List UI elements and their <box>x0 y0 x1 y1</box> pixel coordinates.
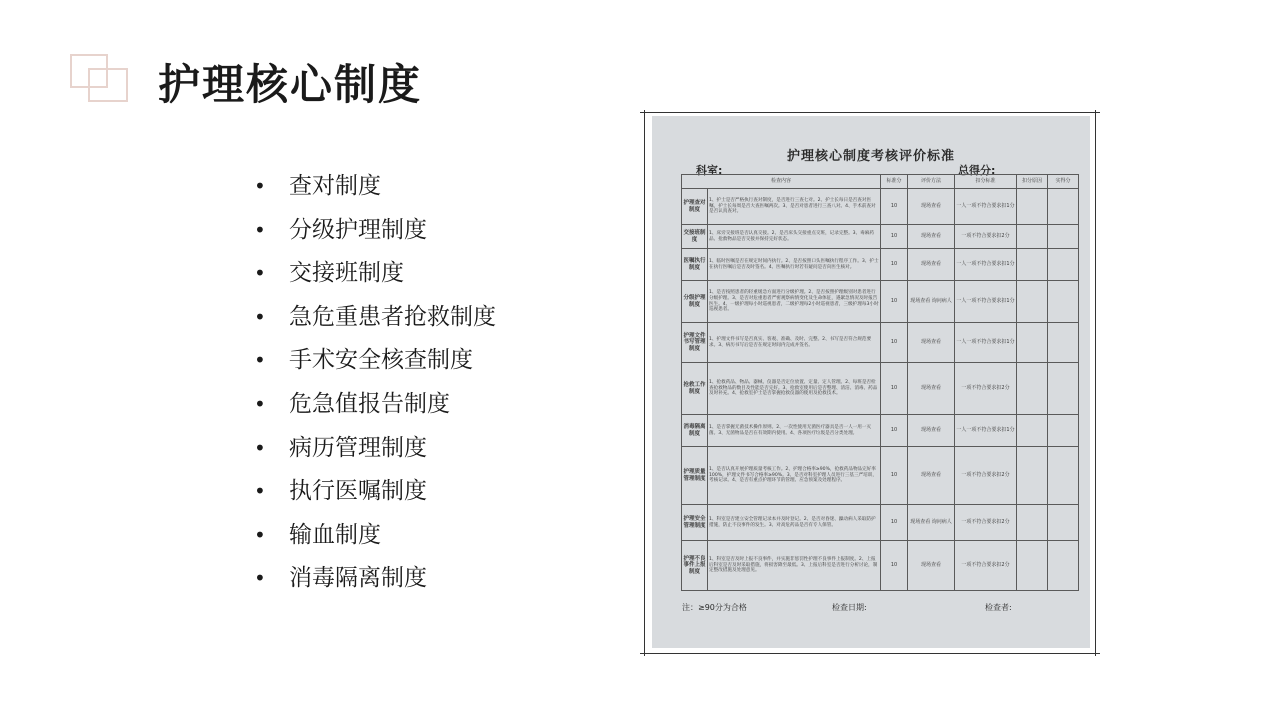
list-item <box>252 253 496 297</box>
row-content: 1、科室是否建立安全管理记录本并及时登记。2、是否对昏迷、躁动病人采取防护措施，防止不良事件的发生。3、对高危药品是否有专人保管。 <box>708 505 881 541</box>
slide-title: 护理核心制度 <box>158 60 423 109</box>
row-score: 10 <box>881 505 908 541</box>
row-deduct-standard: 一人一项不符合要求扣1分 <box>955 323 1017 363</box>
row-score: 10 <box>881 447 908 505</box>
row-content: 1、是否认真开展护理质量考核工作。2、护理合格率≥90%，抢救药品物品完好率100%，护理文件书写合格率≥90%。3、是否对科室护理人员进行三基三严培训，考核记录。4、是否有重点护理环节的管理、应急预案及处理程序。 <box>708 447 881 505</box>
list-item <box>252 384 496 428</box>
row-actual-score <box>1048 189 1079 225</box>
row-content: 1、是否掌握无菌技术操作原则。2、一次性使用无菌医疗器具是否一人一用一灭菌。3、无菌物品是否在有效期内使用。4、各项医疗垃圾是否分类处理。 <box>708 415 881 447</box>
row-deduct-standard: 一项不符合要求扣2分 <box>955 363 1017 415</box>
bullet-icon: • <box>254 217 266 242</box>
list-item-label: 查对制度 <box>289 173 381 199</box>
row-method: 现场查看 询问病人 <box>908 281 955 323</box>
row-deduct-standard: 一人一项不符合要求扣1分 <box>955 189 1017 225</box>
row-method: 现场查看 <box>908 249 955 281</box>
table-row <box>682 281 1079 323</box>
bullet-icon: • <box>254 348 266 373</box>
row-category: 消毒隔离制度 <box>682 415 708 447</box>
table-row <box>682 225 1079 249</box>
row-deduct-reason <box>1017 281 1048 323</box>
row-deduct-standard: 一项不符合要求扣2分 <box>955 505 1017 541</box>
table-row <box>682 189 1079 225</box>
list-item <box>252 210 496 254</box>
row-method: 现场查看 <box>908 447 955 505</box>
row-category: 分级护理制度 <box>682 281 708 323</box>
list-item-label: 执行医嘱制度 <box>289 478 427 505</box>
row-deduct-standard: 一项不符合要求扣2分 <box>955 225 1017 249</box>
row-category: 护理文件书写管理制度 <box>682 323 708 363</box>
bullet-icon: • <box>254 479 266 504</box>
row-content: 1、护士是否严格执行查对制度，是否进行三查七对。2、护士长每日是否查对医嘱，护士长每周是否大查医嘱两次。3、是否对患者进行三查八对。4、手术前查对是否认真查对。 <box>708 189 881 225</box>
row-score: 10 <box>881 541 908 591</box>
row-actual-score <box>1048 249 1079 281</box>
row-deduct-reason <box>1017 323 1048 363</box>
list-item-label: 消毒隔离制度 <box>289 565 427 592</box>
row-actual-score <box>1048 281 1079 323</box>
table-row <box>682 415 1079 447</box>
title-decoration-icon <box>68 52 132 104</box>
decoration-square-front <box>88 68 128 102</box>
table-row <box>682 323 1079 363</box>
table-row <box>682 363 1079 415</box>
table-row <box>682 249 1079 281</box>
row-category: 护理质量管理制度 <box>682 447 708 505</box>
form-score-label: 总得分: <box>958 164 996 177</box>
bullet-icon: • <box>254 435 266 460</box>
row-method: 现场查看 <box>908 189 955 225</box>
row-actual-score <box>1048 415 1079 447</box>
form-note: 注：≥90分为合格 <box>682 603 747 612</box>
row-method: 现场查看 <box>908 415 955 447</box>
list-item <box>252 515 496 559</box>
list-item-label: 病历管理制度 <box>289 434 427 461</box>
row-deduct-reason <box>1017 415 1048 447</box>
header-actual-score: 实得分 <box>1048 175 1079 189</box>
row-category: 交接班制度 <box>682 225 708 249</box>
list-item-label: 手术安全核查制度 <box>289 347 473 374</box>
list-item <box>252 428 496 472</box>
row-deduct-reason <box>1017 189 1048 225</box>
list-item <box>252 166 496 210</box>
row-actual-score <box>1048 505 1079 541</box>
row-deduct-reason <box>1017 447 1048 505</box>
bullet-icon: • <box>254 566 266 591</box>
row-deduct-reason <box>1017 541 1048 591</box>
row-score: 10 <box>881 281 908 323</box>
system-list <box>252 166 496 602</box>
row-deduct-reason <box>1017 363 1048 415</box>
header-method: 评价方法 <box>908 175 955 189</box>
header-deduct-reason: 扣分原因 <box>1017 175 1048 189</box>
row-method: 现场查看 <box>908 225 955 249</box>
form-check-date: 检查日期: <box>832 603 867 612</box>
row-deduct-standard: 一项不符合要求扣2分 <box>955 447 1017 505</box>
row-content: 1、科室是否及时上报不良事件，并实施非惩罚性护理不良事件上报制度。2、上报后科室是否及时采取措施，将损害降至最低。3、上报后科室是否进行分析讨论，制定整改措施及处理意见。 <box>708 541 881 591</box>
row-category: 护理不良事件上报制度 <box>682 541 708 591</box>
row-score: 10 <box>881 225 908 249</box>
row-content: 1、是否按照患者的轻重缓急方面进行分级护理。2、是否按照护理级别对患者进行分级护理。3、是否对危重患者严密观察病情变化及生命体征，遇紧急情况及时报告医生。4、一级护理每小时巡视患者，二级护理每2小时巡视患者，三级护理每3小时巡视患者。 <box>708 281 881 323</box>
list-item-label: 输血制度 <box>289 521 381 548</box>
form-dept-label: 科室: <box>696 164 723 177</box>
row-actual-score <box>1048 225 1079 249</box>
row-actual-score <box>1048 541 1079 591</box>
header-content: 检查内容 <box>682 175 881 189</box>
row-category: 抢救工作制度 <box>682 363 708 415</box>
row-category: 护理安全管理制度 <box>682 505 708 541</box>
row-content: 1、床旁交接班是否认真交接。2、是否床头交接重点交班，记录完整。3、毒麻药品、抢救物品是否交接并保持完好状态。 <box>708 225 881 249</box>
row-score: 10 <box>881 323 908 363</box>
row-score: 10 <box>881 249 908 281</box>
form-checker: 检查者: <box>985 603 1012 612</box>
list-item <box>252 340 496 384</box>
row-deduct-standard: 一项不符合要求扣2分 <box>955 541 1017 591</box>
evaluation-form-photo <box>652 116 1090 648</box>
row-content: 1、临时医嘱是否在规定时间内执行。2、是否按照口头医嘱执行程序工作。3、护士在执行医嘱后是否及时签名。4、医嘱执行时若有疑问是否向医生核对。 <box>708 249 881 281</box>
row-actual-score <box>1048 447 1079 505</box>
row-score: 10 <box>881 189 908 225</box>
row-deduct-reason <box>1017 505 1048 541</box>
row-method: 现场查看 询问病人 <box>908 505 955 541</box>
row-score: 10 <box>881 415 908 447</box>
row-actual-score <box>1048 323 1079 363</box>
row-content: 1、护理文件书写是否真实、客观、准确、及时、完整。2、书写是否符合规范要求。3、病历书写后是否在规定时间内完成并签名。 <box>708 323 881 363</box>
row-deduct-reason <box>1017 249 1048 281</box>
row-deduct-standard: 一人一项不符合要求扣1分 <box>955 249 1017 281</box>
row-method: 现场查看 <box>908 323 955 363</box>
table-header-row <box>682 175 1079 189</box>
row-score: 10 <box>881 363 908 415</box>
bullet-icon: • <box>254 522 266 547</box>
list-item-label: 交接班制度 <box>289 260 404 287</box>
bullet-icon: • <box>254 261 266 286</box>
list-item <box>252 297 496 341</box>
row-deduct-reason <box>1017 225 1048 249</box>
header-deduct-standard: 扣分标准 <box>955 175 1017 189</box>
row-content: 1、抢救药品、物品、器械、仪器是否定位放置、定量、定人管理。2、每班是否检查抢救物品的数目及性能是否完好。3、抢救室使用后是否整理、清洁、消毒、药品及时补充。4、抢救室护士是否掌握抢救仪器的使用及抢救技术。 <box>708 363 881 415</box>
row-method: 现场查看 <box>908 363 955 415</box>
row-category: 护理查对制度 <box>682 189 708 225</box>
form-title: 护理核心制度考核评价标准 <box>786 149 955 164</box>
row-actual-score <box>1048 363 1079 415</box>
list-item <box>252 558 496 602</box>
list-item <box>252 471 496 515</box>
row-method: 现场查看 <box>908 541 955 591</box>
table-row <box>682 541 1079 591</box>
table-row <box>682 447 1079 505</box>
evaluation-table <box>681 174 1079 591</box>
table-row <box>682 505 1079 541</box>
list-item-label: 急危重患者抢救制度 <box>289 303 496 330</box>
list-item-label: 危急值报告制度 <box>289 390 450 417</box>
row-deduct-standard: 一人一项不符合要求扣1分 <box>955 415 1017 447</box>
header-standard-score: 标准分 <box>881 175 908 189</box>
row-category: 医嘱执行制度 <box>682 249 708 281</box>
row-deduct-standard: 一人一项不符合要求扣1分 <box>955 281 1017 323</box>
bullet-icon: • <box>254 174 266 198</box>
bullet-icon: • <box>254 304 266 329</box>
list-item-label: 分级护理制度 <box>289 216 427 243</box>
bullet-icon: • <box>254 391 266 416</box>
